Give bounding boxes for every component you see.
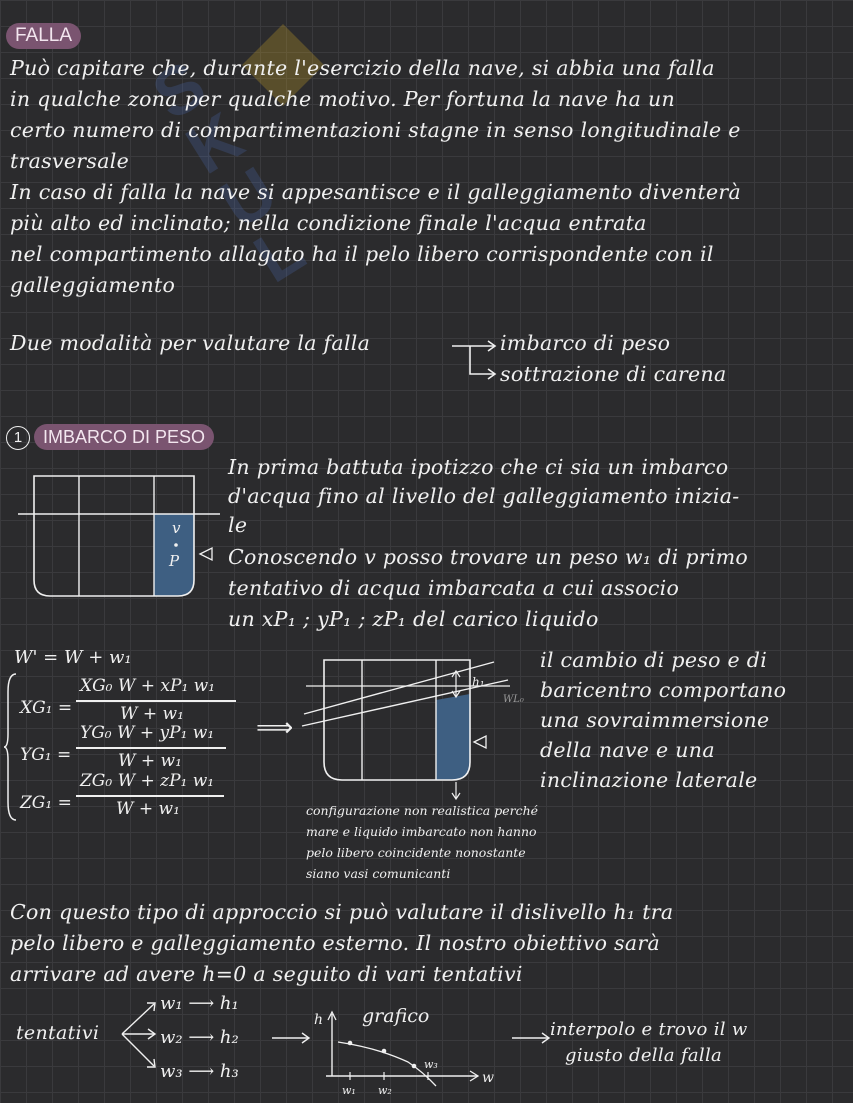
tentativi-branch-arrows xyxy=(114,996,164,1076)
imbarco-line-5: tentativo di acqua imbarcata a cui associo xyxy=(228,576,680,600)
graph-axis-y-label: h xyxy=(314,1012,324,1028)
falla-line-6: più alto ed inclinato; nella condizione finale l'acqua entrata xyxy=(10,211,647,235)
graph-point-2 xyxy=(382,1049,387,1054)
formula-yg-denominator: W + w₁ xyxy=(118,751,182,771)
approccio-line-2: pelo libero e galleggiamento esterno. Il nostro obiettivo sarà xyxy=(10,931,660,955)
formula-yg-label: YG₁ = xyxy=(20,745,72,765)
modalita-option-2: sottrazione di carena xyxy=(500,362,727,386)
graph-tick-w3: w₃ xyxy=(424,1058,438,1071)
caption-line-4: siano vasi comunicanti xyxy=(306,866,451,881)
right-text-1: il cambio di peso e di xyxy=(540,648,768,672)
graph-point-3 xyxy=(412,1064,417,1069)
graph-axis-x-label: w xyxy=(482,1070,494,1086)
section-number: 1 xyxy=(6,426,30,450)
caption-line-3: pelo libero coincidente nonostante xyxy=(306,845,526,860)
caption-line-1: configurazione non realistica perché xyxy=(306,803,539,818)
compartment-diagram-inclined xyxy=(300,650,550,805)
caption-line-2: mare e liquido imbarcato non hanno xyxy=(306,824,537,839)
falla-line-1: Può capitare che, durante l'esercizio della nave, si abbia una falla xyxy=(10,56,715,80)
waterline-marker-icon-2 xyxy=(474,736,486,748)
formula-xg-label: XG₁ = xyxy=(20,698,73,718)
falla-line-8: galleggiamento xyxy=(10,273,176,297)
falla-title: FALLA xyxy=(6,23,81,49)
approccio-line-3: arrivare ad avere h=0 a seguito di vari tentativi xyxy=(10,962,523,986)
falla-line-2: in qualche zona per qualche motivo. Per fortuna la nave ha un xyxy=(10,87,676,111)
right-text-5: inclinazione laterale xyxy=(540,768,758,792)
formula-xg-numerator: XG₀ W + xP₁ w₁ xyxy=(80,676,216,696)
graph-point-1 xyxy=(348,1041,353,1046)
imbarco-title: IMBARCO DI PESO xyxy=(34,424,214,450)
compartment-diagram-initial xyxy=(14,462,228,602)
result-line-2: giusto della falla xyxy=(565,1045,723,1066)
falla-line-4: trasversale xyxy=(10,149,130,173)
right-text-3: una sovraimmersione xyxy=(540,708,770,732)
imbarco-line-6: un xP₁ ; yP₁ ; zP₁ del carico liquido xyxy=(228,607,599,631)
graph-tick-w2: w₂ xyxy=(378,1084,392,1097)
implies-arrow: ⟹ xyxy=(256,713,294,743)
tentativo-row-3: w₃ ⟶ h₃ xyxy=(160,1061,239,1082)
falla-line-5: In caso di falla la nave si appesantisce e il galleggiamento diventerà xyxy=(10,180,742,204)
falla-line-3: certo numero di compartimentazioni stagne in senso longitudinale e xyxy=(10,118,741,142)
right-text-2: baricentro comportano xyxy=(540,678,787,702)
right-text-4: della nave e una xyxy=(540,738,715,762)
diagram1-p-label: P xyxy=(169,552,180,570)
formula-yg-fraction-bar xyxy=(76,747,226,749)
graph-curve xyxy=(338,1042,436,1086)
tentativo-row-2: w₂ ⟶ h₂ xyxy=(160,1027,239,1048)
flooded-compartment-water-inclined xyxy=(436,694,470,780)
falla-line-7: nel compartimento allagato ha il pelo libero corrispondente con il xyxy=(10,242,714,266)
approccio-line-1: Con questo tipo di approccio si può valutare il dislivello h₁ tra xyxy=(10,900,674,924)
tentativi-label: tentativi xyxy=(16,1022,100,1044)
formula-zg-numerator: ZG₀ W + zP₁ w₁ xyxy=(80,771,215,791)
wl0-label: WL₀ xyxy=(503,694,524,705)
modalita-option-1: imbarco di peso xyxy=(500,331,671,355)
interpolation-graph xyxy=(308,996,508,1100)
imbarco-line-4: Conoscendo v posso trovare un peso w₁ di primo xyxy=(228,545,749,569)
imbarco-line-3: le xyxy=(228,513,248,537)
imbarco-line-2: d'acqua fino al livello del galleggiamento inizia- xyxy=(228,484,740,508)
waterline-marker-icon xyxy=(200,548,212,560)
h1-label: h₁ xyxy=(472,675,485,689)
to-result-arrow-icon xyxy=(510,1026,554,1050)
graph-tick-w1: w₁ xyxy=(342,1084,356,1097)
system-brace xyxy=(4,672,18,822)
watermark: S K U L xyxy=(139,45,318,298)
formula-zg-fraction-bar xyxy=(76,795,224,797)
diagram1-v-label: v xyxy=(172,519,181,537)
formula-zg-label: ZG₁ = xyxy=(20,793,72,813)
imbarco-line-1: In prima battuta ipotizzo che ci sia un imbarco xyxy=(228,455,729,479)
tentativo-row-1: w₁ ⟶ h₁ xyxy=(160,993,239,1014)
formula-w-prime: W' = W + w₁ xyxy=(14,647,132,668)
result-line-1: interpolo e trovo il w xyxy=(550,1019,748,1040)
formula-xg-denominator: W + w₁ xyxy=(120,704,184,724)
formula-xg-fraction-bar xyxy=(76,700,236,702)
graph-title: grafico xyxy=(362,1005,430,1027)
modalita-text: Due modalità per valutare la falla xyxy=(10,331,371,355)
formula-zg-denominator: W + w₁ xyxy=(116,799,180,819)
formula-yg-numerator: YG₀ W + yP₁ w₁ xyxy=(80,723,215,743)
